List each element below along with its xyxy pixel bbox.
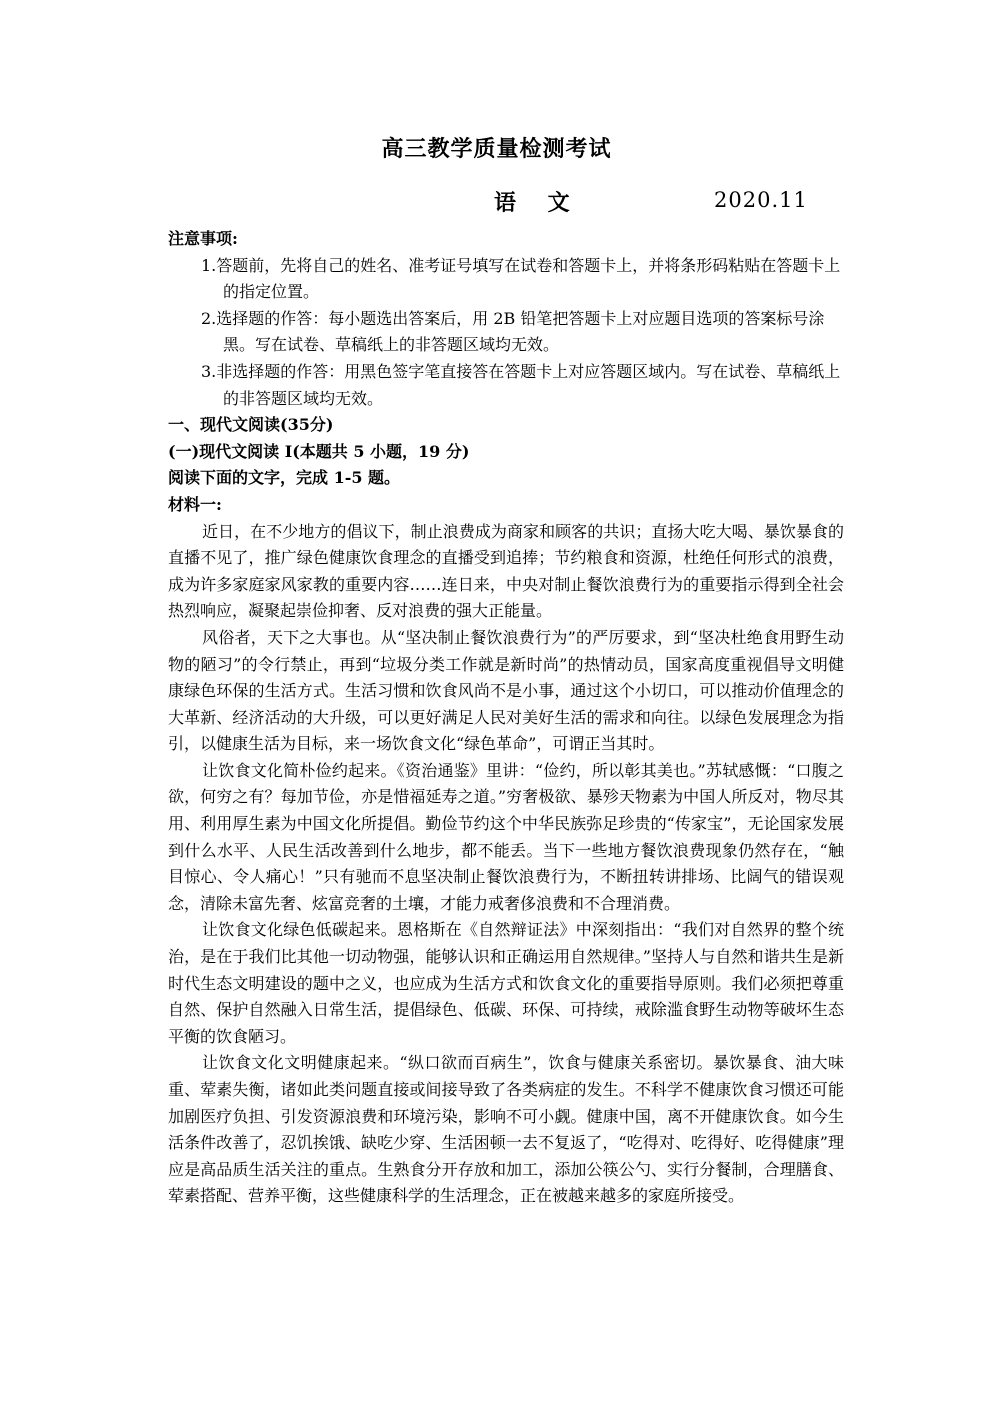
sub-section-heading: (一)现代文阅读 I(本题共 5 小题，19 分)	[168, 441, 470, 461]
reading-instruction: 阅读下面的文字，完成 1-5 题。	[168, 468, 401, 488]
exam-content	[168, 226, 844, 1210]
subject-label: 语 文	[494, 190, 582, 216]
passage-paragraph-5: 让饮食文化文明健康起来。“纵口欲而百病生”，饮食与健康关系密切。暴饮暴食、油大味重、荤素失衡，诸如此类问题直接或间接导致了各类病症的发生。不科学不健康饮食习惯还可能加剧医疗负担、引发资源浪费和环境污染，影响不可小觑。健康中国，离不开健康饮食。如今生活条件改善了，忍饥挨饿、缺吃少穿、生活困顿一去不复返了，“吃得对、吃得好、吃得健康”理应是高品质生活关注的重点。生熟食分开存放和加工，添加公筷公勺、实行分餐制，合理膳食、荤素搭配、营养平衡，这些健康科学的生活理念，正在被越来越多的家庭所接受。	[168, 1053, 844, 1206]
material-label: 材料一:	[168, 494, 222, 514]
notice-item-2: 2.选择题的作答：每小题选出答案后，用 2B 铅笔把答题卡上对应题目选项的答案标号涂黑。写在试卷、草稿纸上的非答题区域均无效。	[201, 308, 825, 355]
exam-title: 高三教学质量检测考试	[381, 136, 612, 162]
notice-heading: 注意事项:	[168, 229, 238, 248]
passage-paragraph-4: 让饮食文化绿色低碳起来。恩格斯在《自然辩证法》中深刻指出：“我们对自然界的整个统治，是在于我们比其他一切动物强，能够认识和正确运用自然规律。”坚持人与自然和谐共生是新时代生态文明建设的题中之义，也应成为生活方式和饮食文化的重要指导原则。我们必须把尊重自然、保护自然融入日常生活，提倡绿色、低碳、环保、可持续，戒除滥食野生动物等破坏生态平衡的饮食陋习。	[168, 920, 844, 1046]
section-heading: 一、现代文阅读(35分)	[168, 415, 334, 435]
notice-item-1: 1.答题前，先将自己的姓名、准考证号填写在试卷和答题卡上，并将条形码粘贴在答题卡上的指定位置。	[201, 255, 841, 302]
passage-paragraph-1: 近日，在不少地方的倡议下，制止浪费成为商家和顾客的共识；直扬大吃大喝、暴饮暴食的直播不见了，推广绿色健康饮食理念的直播受到追捧；节约粮食和资源，杜绝任何形式的浪费，成为许多家庭家风家教的重要内容……连日来，中央对制止餐饮浪费行为的重要指示得到全社会热烈响应，凝聚起崇俭抑奢、反对浪费的强大正能量。	[168, 521, 844, 621]
notice-item-3: 3.非选择题的作答：用黑色签字笔直接答在答题卡上对应答题区域内。写在试卷、草稿纸上的非答题区域均无效。	[201, 361, 841, 408]
passage-paragraph-3: 让饮食文化简朴俭约起来。《资治通鉴》里讲：“俭约，所以彰其美也。”苏轼感慨：“口腹之欲，何穷之有？每加节俭，亦是惜福延寿之道。”穷奢极欲、暴殄天物素为中国人所反对，物尽其用、利用厚生素为中国文化所提倡。勤俭节约这个中华民族弥足珍贵的“传家宝”，无论国家发展到什么水平、人民生活改善到什么地步，都不能丢。当下一些地方餐饮浪费现象仍然存在，“触目惊心、令人痛心！”只有驰而不息坚决制止餐饮浪费行为，不断扭转讲排场、比阔气的错误观念，清除未富先奢、炫富竞奢的土壤，才能力戒奢侈浪费和不合理消费。	[168, 760, 844, 913]
exam-date: 2020.11	[714, 188, 808, 212]
passage-paragraph-2: 风俗者，天下之大事也。从“坚决制止餐饮浪费行为”的严厉要求，到“坚决杜绝食用野生动物的陋习”的令行禁止，再到“垃圾分类工作就是新时尚”的热情动员，国家高度重视倡导文明健康绿色环保的生活方式。生活习惯和饮食风尚不是小事，通过这个小切口，可以推动价值理念的大革新、经济活动的大升级，可以更好满足人民对美好生活的需求和向往。以绿色发展理念为指引，以健康生活为目标，来一场饮食文化“绿色革命”，可谓正当其时。	[168, 627, 844, 754]
